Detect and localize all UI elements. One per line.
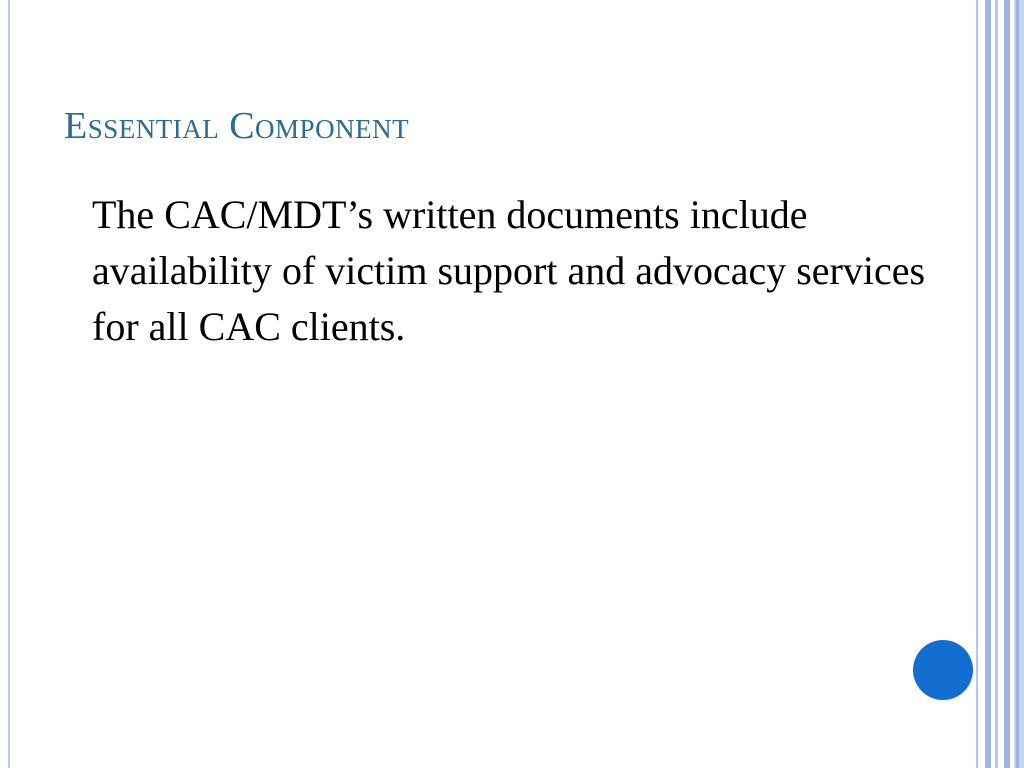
right-frame-stripe	[1004, 0, 1010, 768]
right-frame-stripe	[995, 0, 998, 768]
filled-circle-icon	[913, 640, 973, 700]
slide-body-text: The CAC/MDT’s written documents include availability of victim support and advocacy services for all CAC clients.	[92, 192, 926, 349]
right-frame-stripe	[976, 0, 978, 768]
right-frame-stripe	[985, 0, 991, 768]
slide-title: Essential Component	[64, 105, 410, 147]
left-frame-line	[8, 0, 10, 768]
right-frame-stripe	[1016, 0, 1019, 768]
